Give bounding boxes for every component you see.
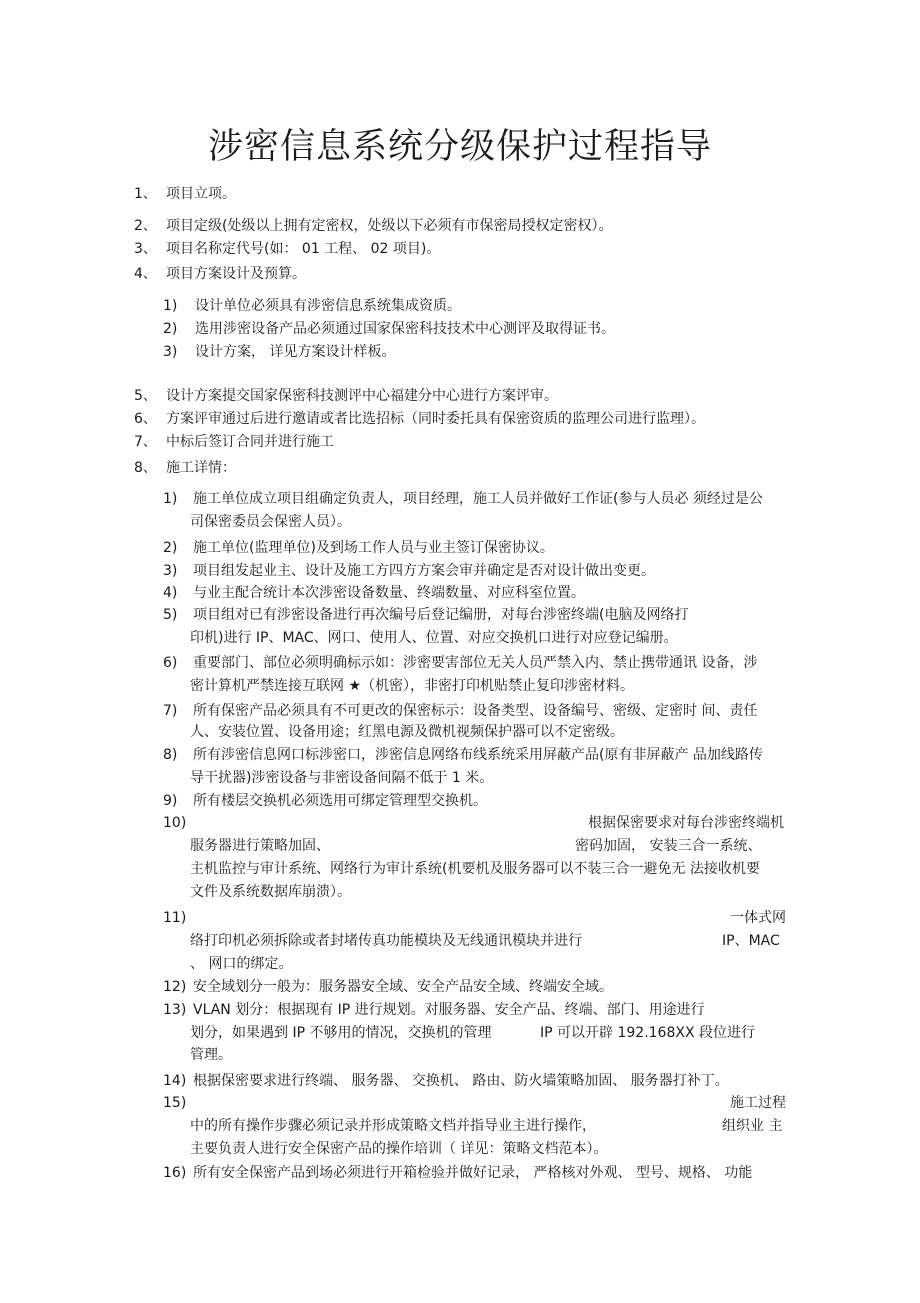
subitem-number: 6) xyxy=(163,655,178,671)
subitem-text-cont: 人、安装位置、设备用途；红黑电源及微机视频保护器可以不定密级。 xyxy=(190,724,624,740)
item-text: 项目定级(处级以上拥有定密权，处级以下必须有市保密局授权定密权）。 xyxy=(166,218,613,234)
item-number: 3、 xyxy=(134,241,157,257)
subitem-text-cont: IP 可以开辟 192.168XX 段位进行 xyxy=(540,1025,755,1041)
subitem-number: 5) xyxy=(163,607,178,623)
subitem-text-cont: 服务器进行策略加固、 xyxy=(190,838,330,854)
subitem-text-cont: 划分，如果遇到 IP 不够用的情况，交换机的管理 xyxy=(190,1025,492,1041)
subitem-text-cont: 密码加固， 安装三合一系统、 xyxy=(575,838,762,854)
item-number: 8、 xyxy=(134,460,157,476)
subitem-number: 3) xyxy=(163,563,178,579)
subitem-text-cont: 导干扰器)涉密设备与非密设备间隔不低于 1 米。 xyxy=(190,770,494,786)
item-text: 项目立项。 xyxy=(166,186,236,202)
subitem-number: 11) xyxy=(163,910,187,926)
subitem-text-cont: 文件及系统数据库崩溃）。 xyxy=(190,884,351,900)
subitem-text: 施工单位成立项目组确定负责人，项目经理，施工人员并做好工作证(参与人员必 须经过是公 xyxy=(193,491,763,507)
subitem-text: 项目组对已有涉密设备进行再次编号后登记编册，对每台涉密终端(电脑及网络打 xyxy=(193,607,689,623)
subitem-text: 与业主配合统计本次涉密设备数量、终端数量、对应科室位置。 xyxy=(193,585,585,601)
subitem-text-cont: IP、MAC xyxy=(722,933,780,949)
subitem-number: 2) xyxy=(163,321,178,337)
subitem-text: 所有涉密信息网口标涉密口，涉密信息网络布线系统采用屏蔽产品(原有非屏蔽产 品加线路传 xyxy=(193,747,763,763)
subitem-text-cont: 司保密委员会保密人员）。 xyxy=(190,514,351,530)
item-text: 施工详情： xyxy=(166,460,236,476)
subitem-text: 设计单位必须具有涉密信息系统集成资质。 xyxy=(195,298,461,314)
subitem-number: 3) xyxy=(163,344,178,360)
subitem-text-cont: 主机监控与审计系统、网络行为审计系统(机要机及服务器可以不装三合一避免无 法接收机要 xyxy=(190,861,760,877)
page-title: 涉密信息系统分级保护过程指导 xyxy=(207,127,712,167)
subitem-text: 所有楼层交换机必须选用可绑定管理型交换机。 xyxy=(193,793,487,809)
subitem-number: 10) xyxy=(163,815,187,831)
item-text: 中标后签订合同并进行施工 xyxy=(166,434,334,450)
subitem-text-cont: 密计算机严禁连接互联网 ★（机密），非密打印机贴禁止复印涉密材料。 xyxy=(190,678,634,694)
subitem-text-cont: 中的所有操作步骤必须记录并形成策略文档并指导业主进行操作， xyxy=(190,1118,596,1134)
subitem-number: 13) xyxy=(163,1002,187,1018)
subitem-text: 施工单位(监理单位)及到场工作人员与业主签订保密协议。 xyxy=(193,540,554,556)
item-number: 7、 xyxy=(134,434,157,450)
subitem-text-cont: 络打印机必须拆除或者封堵传真功能模块及无线通讯模块并进行 xyxy=(190,933,582,949)
subitem-text: 所有保密产品必须具有不可更改的保密标示：设备类型、设备编号、密级、定密时 间、责任 xyxy=(193,703,758,719)
item-number: 2、 xyxy=(134,218,157,234)
subitem-text: 重要部门、部位必须明确标示如：涉密要害部位无关人员严禁入内、禁止携带通讯 设备，涉 xyxy=(193,655,758,671)
subitem-text: 所有安全保密产品到场必须进行开箱检验并做好记录， 严格核对外观、 型号、规格、 功能 xyxy=(193,1165,753,1181)
subitem-number: 4) xyxy=(163,585,178,601)
subitem-number: 12) xyxy=(163,979,187,995)
item-number: 6、 xyxy=(134,411,157,427)
subitem-text-cont: 、 网口的绑定。 xyxy=(190,956,293,972)
subitem-number: 8) xyxy=(163,747,178,763)
item-text: 项目方案设计及预算。 xyxy=(166,266,306,282)
subitem-text-cont: 印机)进行 IP、MAC、网口、使用人、位置、对应交换机口进行对应登记编册。 xyxy=(190,630,678,646)
item-number: 4、 xyxy=(134,266,157,282)
subitem-number: 2) xyxy=(163,540,178,556)
item-text: 方案评审通过后进行邀请或者比选招标（同时委托具有保密资质的监理公司进行监理）。 xyxy=(166,411,705,427)
subitem-text: 施工过程 xyxy=(730,1095,786,1111)
subitem-text: 选用涉密设备产品必须通过国家保密科技技术中心测评及取得证书。 xyxy=(195,321,615,337)
subitem-number: 1) xyxy=(163,491,178,507)
subitem-number: 7) xyxy=(163,703,178,719)
item-number: 5、 xyxy=(134,388,157,404)
subitem-number: 14) xyxy=(163,1073,187,1089)
subitem-number: 9) xyxy=(163,793,178,809)
item-text: 设计方案提交国家保密科技测评中心福建分中心进行方案评审。 xyxy=(166,388,558,404)
subitem-number: 16) xyxy=(163,1165,187,1181)
subitem-text: 项目组发起业主、设计及施工方四方方案会审并确定是否对设计做出变更。 xyxy=(193,563,655,579)
subitem-text-cont: 组织业 主 xyxy=(722,1118,783,1134)
item-number: 1、 xyxy=(134,186,157,202)
subitem-text-cont: 管理。 xyxy=(190,1047,232,1063)
subitem-text: 设计方案， 详见方案设计样板。 xyxy=(195,344,396,360)
subitem-text: 根据保密要求对每台涉密终端机 xyxy=(588,815,784,831)
subitem-text-cont: 主要负责人进行安全保密产品的操作培训（ 详见：策略文档范本）。 xyxy=(190,1141,608,1157)
subitem-text: 安全域划分一般为：服务器安全域、安全产品安全域、终端安全域。 xyxy=(193,979,613,995)
subitem-text: VLAN 划分：根据现有 IP 进行规划。对服务器、安全产品、终端、部门、用途进行 xyxy=(193,1002,705,1018)
subitem-number: 15) xyxy=(163,1095,187,1111)
item-text: 项目名称定代号(如： 01 工程、 02 项目)。 xyxy=(166,241,441,257)
subitem-text: 根据保密要求进行终端、 服务器、 交换机、 路由、防火墙策略加固、 服务器打补丁。 xyxy=(193,1073,729,1089)
subitem-number: 1) xyxy=(163,298,178,314)
subitem-text: 一体式网 xyxy=(730,910,786,926)
